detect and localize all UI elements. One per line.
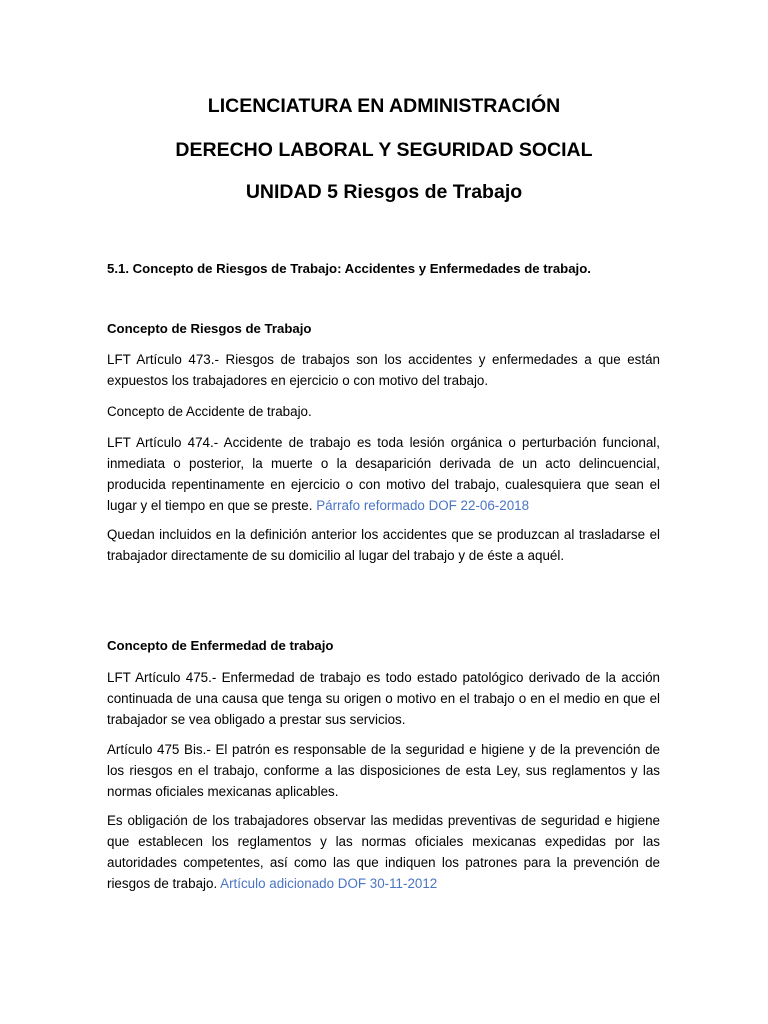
art-475-bis-text: Artículo 475 Bis.- El patrón es responsable de la seguridad e higiene y de la prevención de los riesgos en el trabajo, conforme a las disposiciones de esta Ley, sus reglamentos y las normas oficiales mexicanas aplicables. bbox=[107, 742, 660, 799]
obligacion-text: Es obligación de los trabajadores observar las medidas preventivas de seguridad e higiene que establecen los reglamentos y las normas oficiales mexicanas expedidas por las autoridades competentes, así como las que indiquen los patrones para la prevención de riesgos de trabajo. bbox=[107, 813, 660, 891]
art-475-bis-paragraph bbox=[107, 739, 660, 802]
art-474-text: LFT Artículo 474.- Accidente de trabajo es toda lesión orgánica o perturbación funcional, inmediata o posterior, la muerte o la desaparición derivada de un acto delincuencial, producida repentinamente en ejercicio o con motivo del trabajo, cualesquiera que sean el lugar y el tiempo en que se preste. bbox=[107, 435, 660, 513]
art-474-reform-note: Párrafo reformado DOF 22-06-2018 bbox=[316, 498, 530, 513]
art-475-paragraph bbox=[107, 667, 660, 730]
section-5-1-heading: 5.1. Concepto de Riesgos de Trabajo: Accidentes y Enfermedades de trabajo. bbox=[107, 261, 591, 276]
unit-title: UNIDAD 5 Riesgos de Trabajo bbox=[245, 181, 523, 203]
art-475-text: LFT Artículo 475.- Enfermedad de trabajo es todo estado patológico derivado de la acción continuada de una causa que tenga su origen o motivo en el trabajo o en el medio en que el trabajador se vea obligado a prestar sus servicios. bbox=[107, 670, 660, 727]
enfermedad-heading: Concepto de Enfermedad de trabajo bbox=[107, 638, 334, 653]
incluidos-paragraph bbox=[107, 524, 660, 566]
program-title: LICENCIATURA EN ADMINISTRACIÓN bbox=[207, 95, 561, 117]
incluidos-text: Quedan incluidos en la definición anterior los accidentes que se produzcan al trasladarse el trabajador directamente de su domicilio al lugar del trabajo y de éste a aquél. bbox=[107, 527, 660, 563]
obligacion-added-note: Artículo adicionado DOF 30-11-2012 bbox=[220, 876, 438, 891]
riesgos-heading: Concepto de Riesgos de Trabajo bbox=[107, 321, 312, 336]
art-473-text: LFT Artículo 473.- Riesgos de trabajos son los accidentes y enfermedades a que están expuestos los trabajadores en ejercicio o con motivo del trabajo. bbox=[107, 352, 660, 388]
art-474-paragraph bbox=[107, 432, 660, 516]
accidente-heading: Concepto de Accidente de trabajo. bbox=[107, 404, 312, 419]
art-473-paragraph bbox=[107, 349, 660, 391]
obligacion-paragraph bbox=[107, 810, 660, 894]
subject-title: DERECHO LABORAL Y SEGURIDAD SOCIAL bbox=[175, 139, 593, 161]
